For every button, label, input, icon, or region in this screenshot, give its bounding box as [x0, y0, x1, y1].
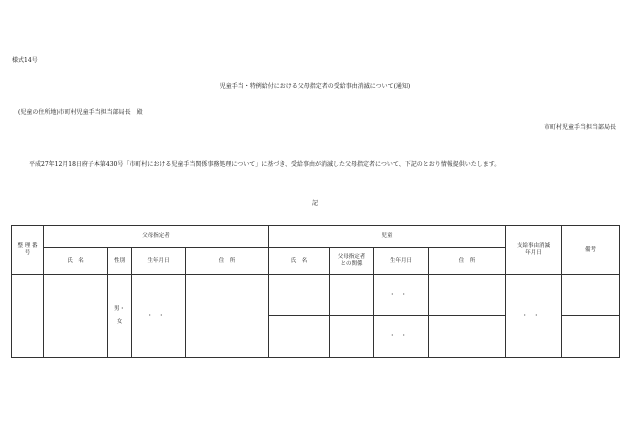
seiri-bango-cell[interactable]	[12, 275, 44, 358]
child-relation-header: 父母指定者 との関係	[330, 248, 374, 275]
parent-birthdate-header: 生年月日	[132, 248, 186, 275]
fubo-shiteisha-header: 父母指定者	[44, 226, 269, 248]
form-number: 様式14号	[12, 57, 38, 64]
ki-label: 記	[311, 200, 318, 207]
document-title: 児童手当・特例給付における父母指定者の受給事由消滅について(通知)	[219, 83, 411, 90]
parent-name-cell[interactable]	[44, 275, 108, 358]
child-name-header: 氏 名	[269, 248, 330, 275]
biko-header: 備考	[562, 226, 620, 275]
child-birthdate-header: 生年月日	[374, 248, 429, 275]
data-row-1	[12, 275, 620, 316]
child-address-cell-1[interactable]	[429, 275, 506, 316]
child-relation-cell-2[interactable]	[330, 316, 374, 358]
child-address-cell-2[interactable]	[429, 316, 506, 358]
parent-gender-header: 性別	[108, 248, 132, 275]
child-name-cell-2[interactable]	[269, 316, 330, 358]
addressee: (児童の住所地)市町村児童手当担当部局長 殿	[18, 109, 143, 116]
child-birthdate-cell-1[interactable]: ・・	[374, 275, 429, 316]
biko-cell-2[interactable]	[562, 316, 620, 358]
biko-cell-1[interactable]	[562, 275, 620, 316]
parent-name-header: 氏 名	[44, 248, 108, 275]
parent-address-header: 住 所	[186, 248, 269, 275]
notification-table	[11, 225, 620, 358]
sender: 市町村児童手当担当部局長	[543, 124, 616, 131]
child-name-cell-1[interactable]	[269, 275, 330, 316]
child-address-header: 住 所	[429, 248, 506, 275]
parent-address-cell[interactable]	[186, 275, 269, 358]
shikyu-jiyu-cell[interactable]: ・・	[506, 275, 562, 358]
child-birthdate-cell-2[interactable]: ・・	[374, 316, 429, 358]
parent-gender-cell[interactable]: 男・ 女	[108, 275, 132, 358]
body-text: 平成27年12月18日府子本第430号「市町村における児童手当関係事務処理について」に基づき、受給事由が消滅した父母指定者について、下記のとおり情報提供いたします。	[29, 161, 501, 168]
child-relation-cell-1[interactable]	[330, 275, 374, 316]
header-row-1	[12, 226, 620, 248]
shikyu-jiyu-header: 支給事由消滅 年月日	[506, 226, 562, 275]
parent-birthdate-cell[interactable]: ・・	[132, 275, 186, 358]
seiri-bango-header: 整 理 番 号	[12, 226, 44, 275]
jido-header: 児童	[269, 226, 506, 248]
